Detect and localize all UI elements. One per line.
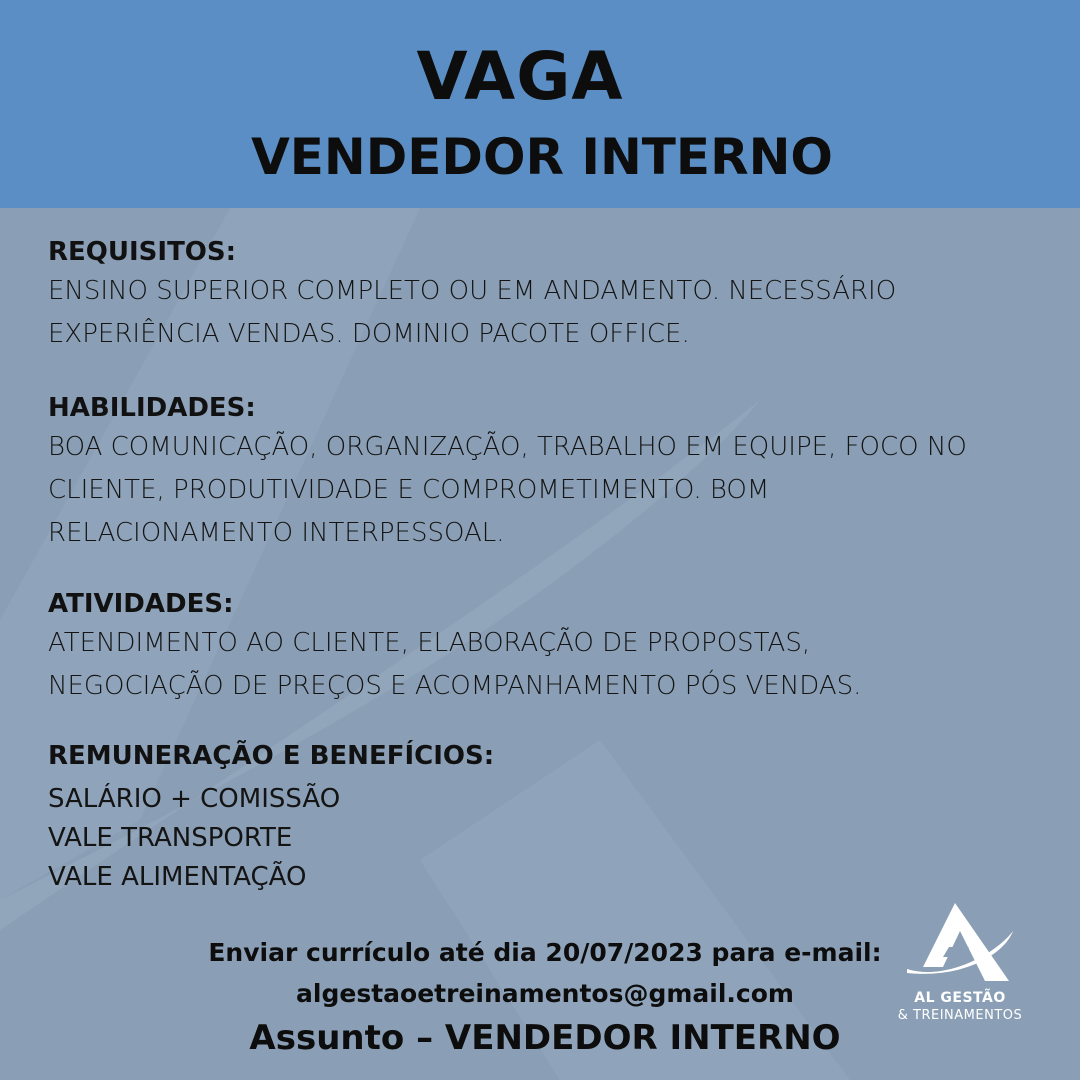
email-subject: Assunto – VENDEDOR INTERNO <box>249 1018 841 1058</box>
section-atividades <box>48 586 1048 708</box>
section-text: ENSINO SUPERIOR COMPLETO OU EM ANDAMENTO. NECESSÁRIO EXPERIÊNCIA VENDAS. DOMINIO PACOTE OFFICE. <box>48 276 897 349</box>
section-remuneracao <box>48 738 1048 897</box>
section-heading: ATIVIDADES: <box>48 589 234 619</box>
section-heading: REQUISITOS: <box>48 237 237 267</box>
section-text: ATENDIMENTO AO CLIENTE, ELABORAÇÃO DE PROPOSTAS, NEGOCIAÇÃO DE PREÇOS E ACOMPANHAMENTO PÓS VENDAS. <box>48 628 862 701</box>
benefit-item: VALE ALIMENTAÇÃO <box>48 862 307 892</box>
section-text: BOA COMUNICAÇÃO, ORGANIZAÇÃO, TRABALHO EM EQUIPE, FOCO NO CLIENTE, PRODUTIVIDADE E COMPROMETIMENTO. BOM RELACIONAMENTO INTERPESSOAL. <box>48 432 967 548</box>
logo-tagline: & TREINAMENTOS <box>897 1008 1023 1023</box>
section-heading: REMUNERAÇÃO E BENEFÍCIOS: <box>48 741 495 771</box>
benefit-item: SALÁRIO + COMISSÃO <box>48 784 341 814</box>
section-heading: HABILIDADES: <box>48 393 256 423</box>
benefit-item: VALE TRANSPORTE <box>48 823 293 853</box>
section-habilidades <box>48 390 1048 555</box>
company-logo <box>885 895 1035 1035</box>
contact-email[interactable]: algestaoetreinamentos@gmail.com <box>296 979 794 1008</box>
logo-mark-icon <box>885 895 1035 990</box>
logo-name: AL GESTÃO <box>914 990 1006 1006</box>
page-title: VAGA <box>416 38 624 115</box>
section-requisitos <box>48 234 1048 356</box>
header-banner <box>0 0 1080 208</box>
application-instruction: Enviar currículo até dia 20/07/2023 para e-mail: <box>208 938 882 967</box>
job-title: VENDEDOR INTERNO <box>251 128 833 186</box>
